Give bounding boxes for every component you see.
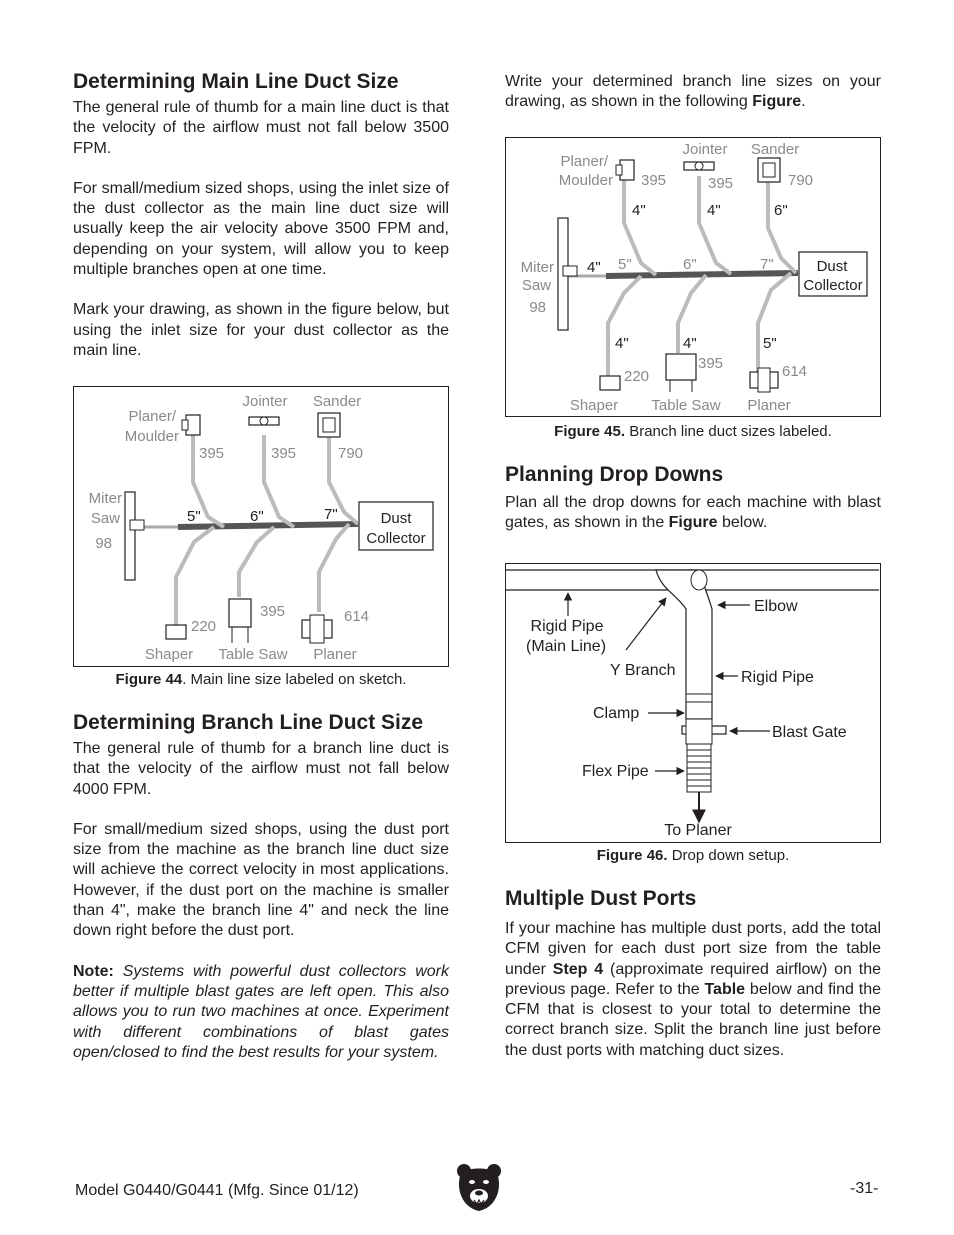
fig46-blast-gate-label: Blast Gate (772, 724, 847, 741)
note-label: Note: (73, 962, 114, 980)
fig45-branch-miter: 4" (587, 259, 601, 276)
multi-text-a: If your machine has multiple dust ports, add the total CFM given for each dust port size from the table under (505, 920, 881, 978)
intro-end: . (801, 93, 806, 111)
fig44-cfm-shaper: 220 (191, 618, 217, 635)
fig45-dust-collector-line2: Collector (803, 277, 863, 294)
fig44-miter-saw-line2: Saw (90, 510, 120, 527)
figure-46-caption (505, 847, 881, 864)
main-line-paragraph-3: Mark your drawing, as shown in the figure below, but using the inlet size for your dust collector as the main line. (73, 301, 449, 359)
intro-bold: Figure (752, 93, 802, 111)
fig45-table-saw-label: Table Saw (651, 397, 721, 414)
figure-44-diagram (74, 387, 447, 665)
fig45-miter-saw-line2: Saw (521, 277, 551, 294)
fig44-cfm-planer: 614 (344, 608, 370, 625)
fig46-elbow-label: Elbow (754, 598, 798, 615)
fig45-cfm-jointer: 395 (708, 175, 734, 192)
drop-downs-section (505, 463, 881, 534)
fig45-branch-table-saw: 4" (683, 335, 697, 352)
fig44-planer-label: Planer (313, 646, 357, 663)
fig46-clamp-label: Clamp (593, 705, 640, 722)
fig45-cfm-planer: 614 (782, 363, 808, 380)
fig44-size-2: 6" (250, 508, 264, 525)
fig45-main-3: 7" (760, 256, 774, 273)
right-column (505, 72, 881, 113)
heading-multiple-dust-ports: Multiple Dust Ports (505, 887, 697, 910)
fig45-jointer-label: Jointer (682, 141, 728, 158)
multi-text-e: below and find the CFM that is closest to your total to determine the correct branch size. Split the branch line just before the dust ports with matching duct sizes. (505, 980, 882, 1059)
heading-main-line: Determining Main Line Duct Size (73, 70, 399, 93)
fig45-branch-shaper: 4" (615, 335, 629, 352)
heading-drop-downs: Planning Drop Downs (505, 463, 724, 486)
fig45-branch-planer-moulder: 4" (632, 202, 646, 219)
fig45-main-2: 6" (683, 256, 697, 273)
fig44-dust-collector-line2: Collector (366, 530, 426, 547)
drop-end: below. (717, 514, 768, 532)
bear-logo-icon (456, 1162, 502, 1212)
left-column (73, 70, 449, 361)
fig45-cfm-miter: 98 (529, 299, 546, 316)
fig45-cfm-planer-moulder: 395 (641, 172, 667, 189)
fig45-cfm-table-saw: 395 (698, 355, 724, 372)
figure-46 (505, 563, 881, 843)
fig44-size-3: 7" (324, 506, 338, 523)
figure-46-caption-label: Figure 46. (596, 847, 668, 864)
fig45-branch-jointer: 4" (707, 202, 721, 219)
fig45-planer-label: Planer (747, 397, 791, 414)
figure-45 (505, 137, 881, 417)
fig45-main-1: 5" (618, 256, 632, 273)
fig46-flex-pipe-label: Flex Pipe (582, 763, 649, 780)
fig45-dust-collector-line1: Dust (816, 258, 848, 275)
figure-44-caption-label: Figure 44 (115, 671, 183, 688)
fig44-planer-moulder-line2: Moulder (124, 428, 179, 445)
fig44-cfm-sander: 790 (338, 445, 364, 462)
figure-44 (73, 386, 449, 667)
figure-45-caption-text: Branch line duct sizes labeled. (625, 423, 832, 440)
branch-line-paragraph-1: The general rule of thumb for a branch line duct is that the velocity of the airflow must not fall below 4000 FPM. (73, 740, 449, 798)
intro-paragraph (505, 72, 881, 113)
figure-45-caption (505, 423, 881, 440)
fig46-to-planer-label: To Planer (664, 822, 732, 839)
fig44-shaper-label: Shaper (144, 646, 194, 663)
multiple-dust-ports-section (505, 887, 881, 1061)
drop-downs-paragraph (505, 493, 881, 534)
fig44-jointer-label: Jointer (242, 393, 288, 410)
fig44-cfm-miter: 98 (95, 535, 112, 552)
drop-bold: Figure (668, 514, 718, 532)
figure-44-caption (73, 671, 449, 688)
drop-text: Plan all the drop downs for each machine with blast gates, as shown in the (505, 494, 881, 532)
multi-bold-table: Table (704, 980, 746, 998)
fig44-miter-saw-line1: Miter (88, 490, 122, 507)
figure-46-diagram (506, 564, 879, 841)
fig45-cfm-sander: 790 (788, 172, 814, 189)
fig45-branch-sander: 6" (774, 202, 788, 219)
fig44-size-1: 5" (187, 508, 201, 525)
fig44-cfm-jointer: 395 (271, 445, 297, 462)
fig46-y-branch-label: Y Branch (610, 662, 676, 679)
fig44-cfm-planer-moulder: 395 (199, 445, 225, 462)
fig44-table-saw-label: Table Saw (218, 646, 288, 663)
fig45-planer-moulder-line1: Planer/ (560, 153, 608, 170)
main-line-paragraph-2: For small/medium sized shops, using the inlet size of the dust collector as the main line duct size will usually keep the air velocity above 3500 FPM and, depending on your system, will allow you to keep multiple branches open at one time. (73, 179, 449, 279)
footer-logo (456, 1162, 502, 1212)
fig44-dust-collector-line1: Dust (380, 510, 412, 527)
multi-bold-step: Step 4 (552, 960, 604, 978)
footer-page-number: -31- (850, 1180, 879, 1197)
fig45-branch-planer: 5" (763, 335, 777, 352)
note-text: Systems with powerful dust collectors work better if multiple blast gates are left open. This also allows you to run two machines at once. Experiment with different combinations of blast gates open/closed to find the best results for your system. (73, 962, 449, 1061)
fig46-rigid-pipe-label: Rigid Pipe (741, 669, 814, 686)
multiple-dust-ports-paragraph (505, 919, 881, 1061)
fig45-sander-label: Sander (750, 141, 800, 158)
heading-branch-line: Determining Branch Line Duct Size (73, 711, 424, 734)
figure-45-caption-label: Figure 45. (554, 423, 626, 440)
figure-46-caption-text: Drop down setup. (667, 847, 790, 864)
fig46-rigid-pipe-main-line2: (Main Line) (525, 638, 607, 655)
fig45-shaper-label: Shaper (569, 397, 619, 414)
fig45-miter-saw-line1: Miter (520, 259, 554, 276)
note-paragraph (73, 962, 449, 1063)
main-line-paragraph-1: The general rule of thumb for a main line duct is that the velocity of the airflow must not fall below 3500 FPM. (73, 99, 449, 157)
fig44-cfm-table-saw: 395 (260, 603, 286, 620)
fig44-planer-moulder-line1: Planer/ (128, 408, 176, 425)
fig46-rigid-pipe-main-line1: Rigid Pipe (530, 618, 604, 635)
multi-text-c: (approximate required airflow) on the previous page. Refer to the (505, 960, 882, 998)
fig45-planer-moulder-line2: Moulder (558, 172, 613, 189)
figure-44-caption-text: . Main line size labeled on sketch. (182, 671, 407, 688)
figure-45-diagram (506, 138, 879, 415)
branch-line-paragraph-2: For small/medium sized shops, using the dust port size from the machine as the branch line duct size will achieve the correct velocity in most applications. However, if the dust port on the machine is smaller than 4", make the branch line 4" and neck the line down right before the dust port. (73, 820, 449, 940)
intro-text: Write your determined branch line sizes on your drawing, as shown in the following (505, 73, 881, 111)
left-column-lower (73, 711, 449, 1063)
footer-model: Model G0440/G0441 (Mfg. Since 01/12) (75, 1182, 359, 1199)
fig44-sander-label: Sander (312, 393, 362, 410)
fig45-cfm-shaper: 220 (624, 368, 650, 385)
